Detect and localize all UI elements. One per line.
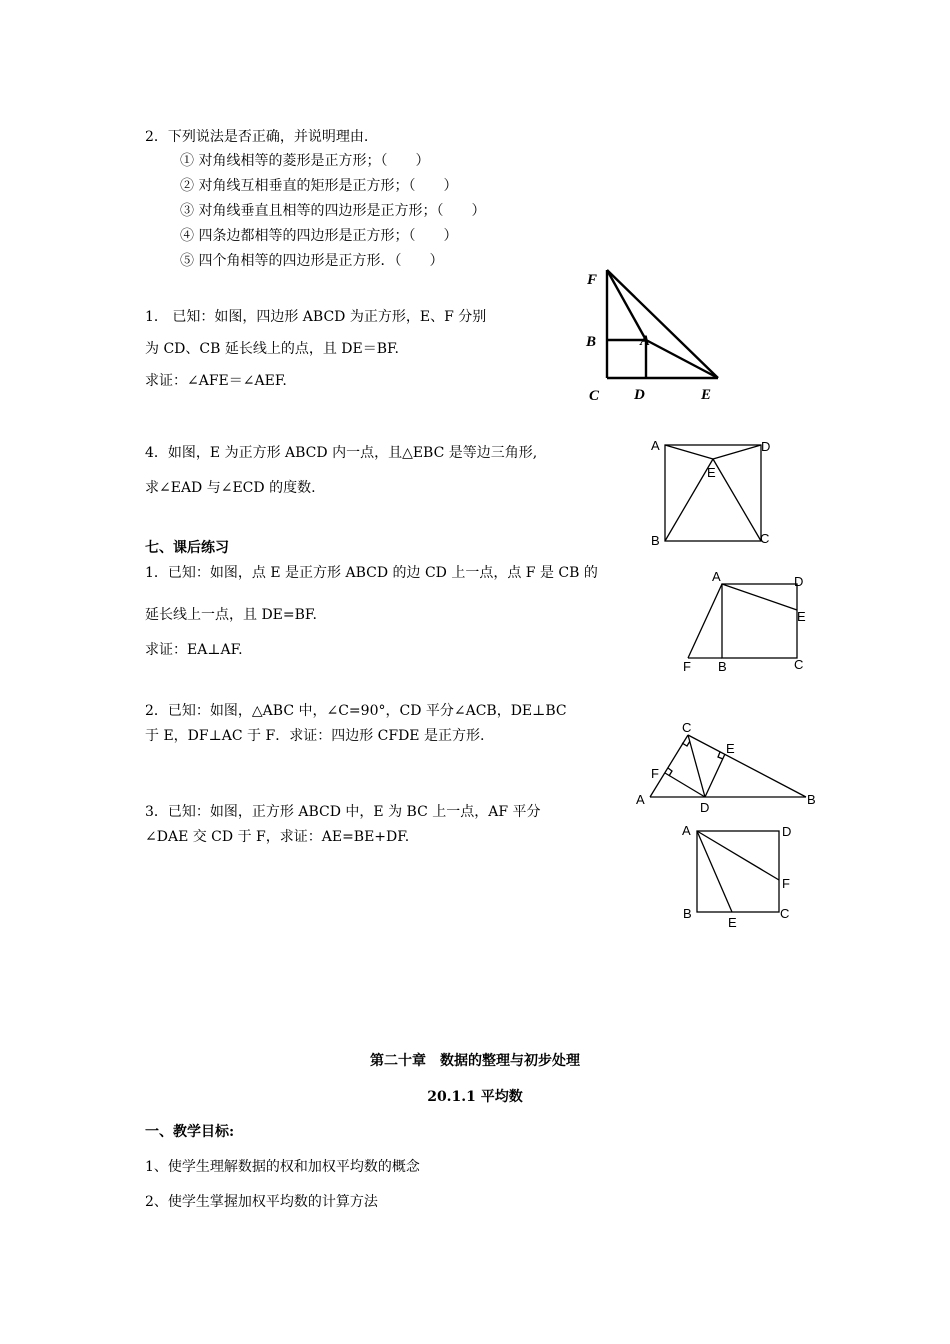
fig2-label-A: A xyxy=(651,438,660,453)
fig1-label-E: E xyxy=(701,387,712,403)
hw1-line2: 延长线上一点，且 DE=BF. xyxy=(145,607,317,623)
q1-line2: 为 CD、CB 延长线上的点，且 DE＝BF. xyxy=(145,341,400,357)
fig3-label-E: E xyxy=(797,609,806,624)
figure-square-equilateral xyxy=(645,435,780,550)
q2-item-1: ① 对角线相等的菱形是正方形；（ ） xyxy=(180,153,430,169)
fig5-label-C: C xyxy=(780,906,790,921)
q1-line1: 1． 已知：如图，四边形 ABCD 为正方形，E、F 分别 xyxy=(145,309,487,325)
hw1-line3: 求证：EA⊥AF. xyxy=(145,642,243,658)
fig4-label-B: B xyxy=(807,792,816,807)
figure-hw3 xyxy=(675,820,805,930)
q1-line3: 求证：∠AFE＝∠AEF. xyxy=(145,373,287,389)
chapter-title: 第二十章 数据的整理与初步处理 xyxy=(370,1053,580,1069)
goal-2: 2、使学生掌握加权平均数的计算方法 xyxy=(145,1194,378,1210)
fig5-label-D: D xyxy=(782,824,792,839)
goal-1: 1、使学生理解数据的权和加权平均数的概念 xyxy=(145,1159,420,1175)
homework-heading: 七、课后练习 xyxy=(145,540,229,556)
fig4-label-F: F xyxy=(651,766,659,781)
hw3-line2: ∠DAE 交 CD 于 F，求证：AE=BE+DF. xyxy=(145,829,410,845)
q2-item-2: ② 对角线互相垂直的矩形是正方形；（ ） xyxy=(180,178,458,194)
fig3-label-C: C xyxy=(794,657,804,672)
fig2-label-D: D xyxy=(761,439,771,454)
fig5-label-E: E xyxy=(728,915,737,930)
fig4-label-C: C xyxy=(682,720,692,735)
q2-item-5: ⑤ 四个角相等的四边形是正方形．（ ） xyxy=(180,253,444,269)
fig3-label-F: F xyxy=(683,659,691,674)
figure-hw1 xyxy=(680,568,810,673)
fig1-label-B: B xyxy=(586,334,597,350)
hw1-line1: 1．已知：如图，点 E 是正方形 ABCD 的边 CD 上一点，点 F 是 CB 的 xyxy=(145,565,598,581)
fig1-label-F: F xyxy=(587,272,598,288)
fig1-label-D: D xyxy=(634,387,645,403)
q2-item-4: ④ 四条边都相等的四边形是正方形；（ ） xyxy=(180,228,458,244)
q4-line2: 求∠EAD 与∠ECD 的度数. xyxy=(145,480,316,496)
hw2-line1: 2．已知：如图，△ABC 中，∠C=90°，CD 平分∠ACB，DE⊥BC xyxy=(145,703,567,719)
fig2-label-C: C xyxy=(760,531,770,546)
fig2-label-E: E xyxy=(707,465,716,480)
fig3-label-D: D xyxy=(794,574,804,589)
fig2-label-B: B xyxy=(651,533,660,548)
q4-line1: 4．如图，E 为正方形 ABCD 内一点，且△EBC 是等边三角形, xyxy=(145,445,538,461)
figure-square-extensions xyxy=(580,265,730,410)
goals-heading: 一、教学目标: xyxy=(145,1124,235,1140)
fig5-label-A: A xyxy=(682,823,691,838)
fig3-label-A: A xyxy=(712,569,721,584)
fig5-label-F: F xyxy=(782,876,790,891)
q2-title: 2．下列说法是否正确，并说明理由. xyxy=(145,129,369,145)
fig1-label-A: A xyxy=(640,333,651,349)
fig3-label-B: B xyxy=(718,659,727,674)
fig4-label-A: A xyxy=(636,792,645,807)
q2-item-3: ③ 对角线垂直且相等的四边形是正方形；（ ） xyxy=(180,203,486,219)
figure-hw2 xyxy=(620,718,825,813)
fig5-label-B: B xyxy=(683,906,692,921)
hw3-line1: 3．已知：如图，正方形 ABCD 中，E 为 BC 上一点，AF 平分 xyxy=(145,804,541,820)
fig4-label-D: D xyxy=(700,800,710,815)
hw2-line2: 于 E，DF⊥AC 于 F．求证：四边形 CFDE 是正方形. xyxy=(145,728,485,744)
fig1-label-C: C xyxy=(589,388,600,404)
chapter-subtitle: 20.1.1 平均数 xyxy=(427,1089,523,1105)
fig4-label-E: E xyxy=(726,741,735,756)
